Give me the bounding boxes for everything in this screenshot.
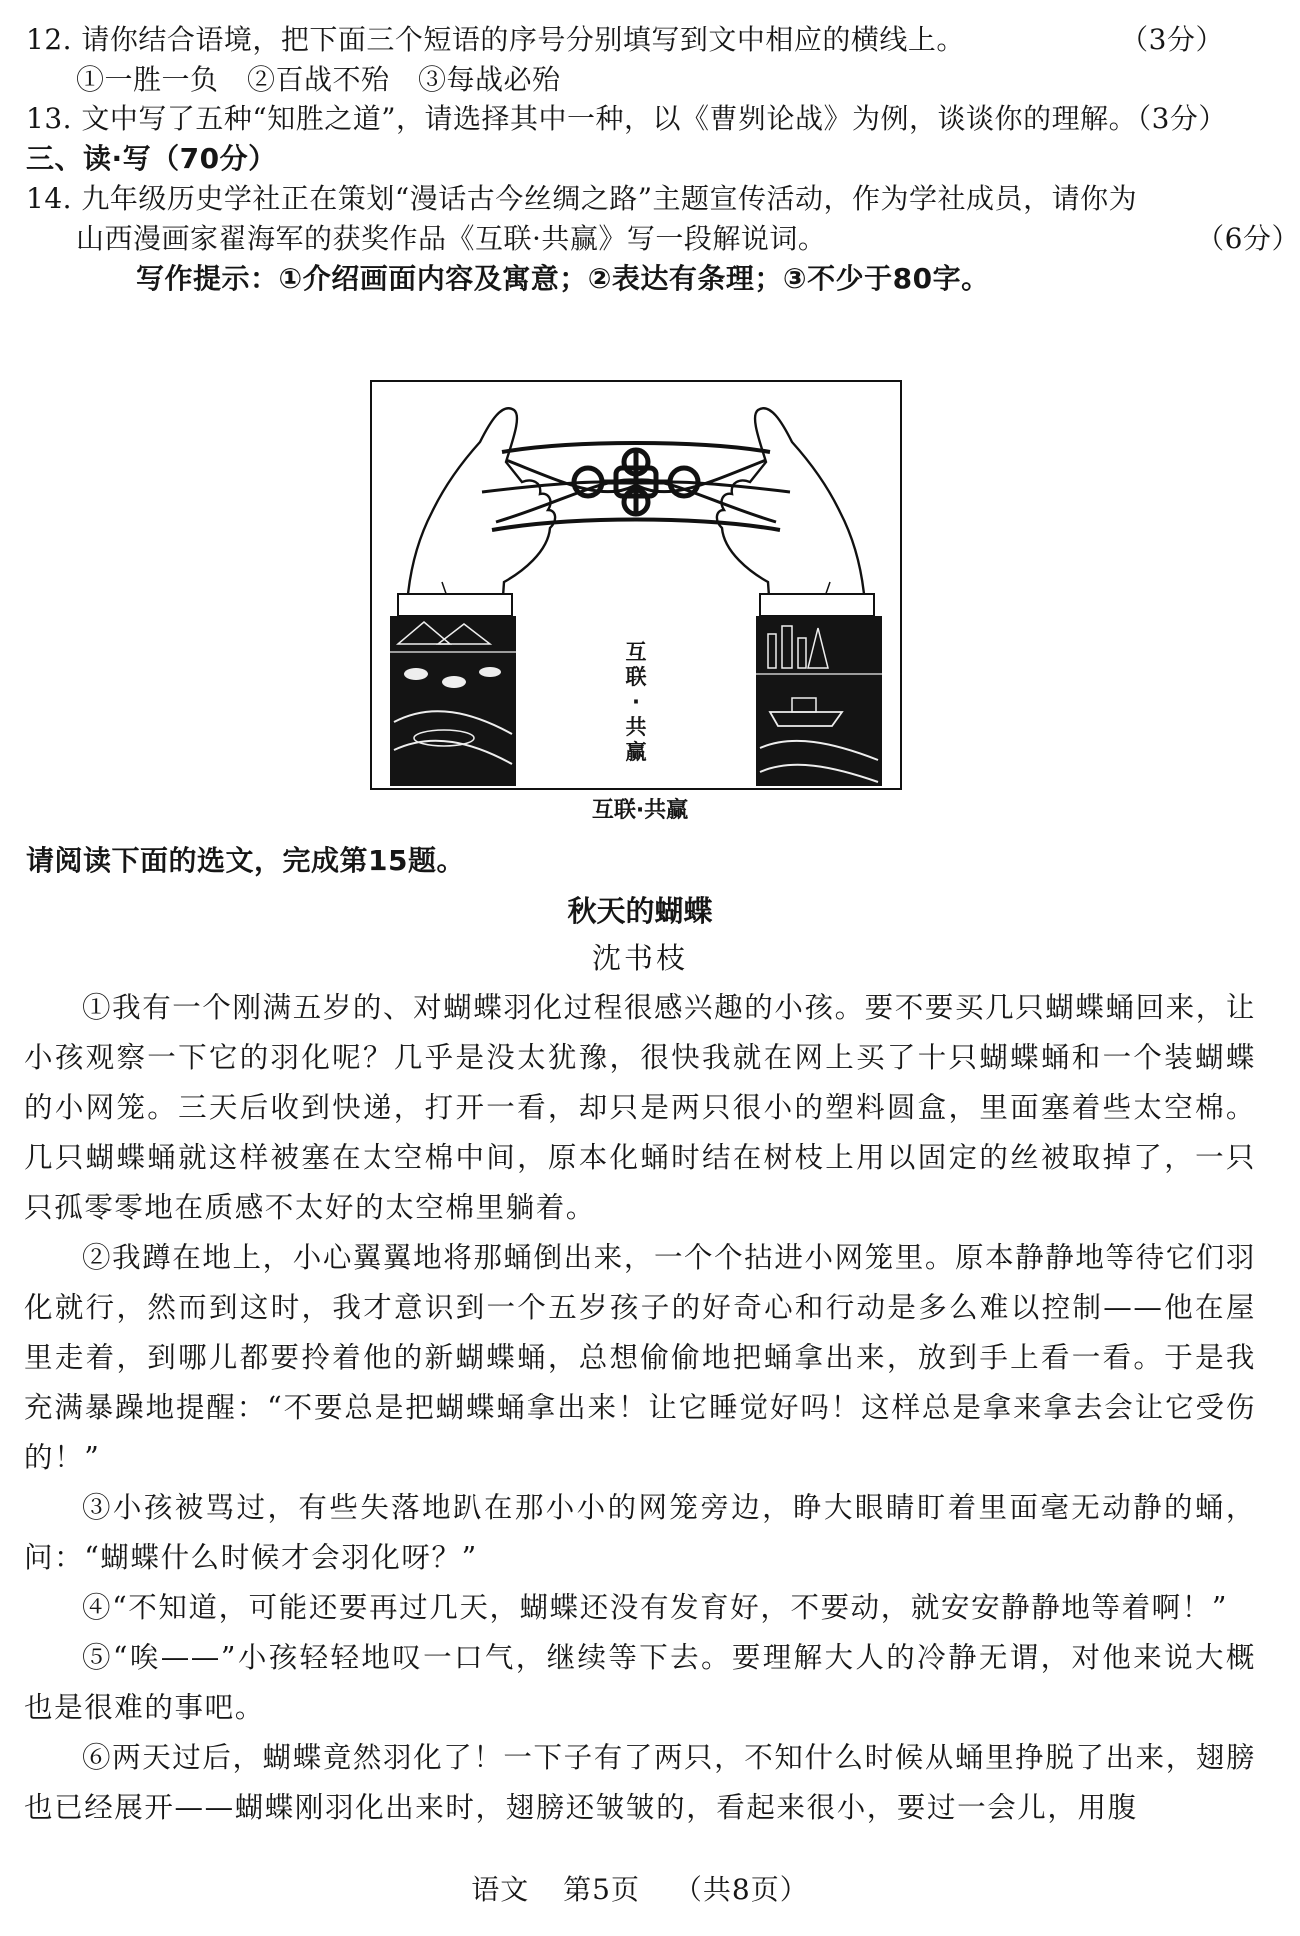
question-14-line2 [76,221,1300,257]
cartoon-char: · [632,690,640,714]
paragraph-4: ④“不知道，可能还要再过几天，蝴蝶还没有发育好，不要动，就安安静静地等着啊！” [82,1591,1229,1624]
question-12-text: 12. 请你结合语境，把下面三个短语的序号分别填写到文中相应的横线上。 [26,23,965,56]
paragraph-3: ③小孩被骂过，有些失落地趴在那小小的网笼旁边，睁大眼睛盯着里面毫无动静的蛹，问：“蝴蝶什么时候才会羽化呀？” [24,1491,1256,1574]
cartoon-char: 联 [625,665,647,689]
question-12-score: （3分） [1120,23,1224,56]
article-title: 秋天的蝴蝶 [567,894,713,928]
cartoon-char: 共 [625,715,647,739]
cartoon-illustration [370,380,902,790]
cartoon-caption: 互联·共赢 [591,798,689,823]
cartoon-char: 互 [625,640,647,664]
question-12 [26,22,1254,58]
footer-subject: 语文 [471,1873,530,1906]
left-sleeve [390,616,516,786]
question-14-line2-text: 山西漫画家翟海军的获奖作品《互联·共赢》写一段解说词。 [76,222,827,255]
cartoon-char: 赢 [625,740,647,764]
cartoon-vertical-text [618,640,654,765]
right-sleeve [756,616,882,786]
question-14-line1: 14. 九年级历史学社正在策划“漫话古今丝绸之路”主题宣传活动，作为学社成员，请你为 [26,182,1138,215]
page-footer [0,1872,1280,1908]
section-heading: 三、读·写（70分） [26,142,277,175]
question-13: 13. 文中写了五种“知胜之道”，请选择其中一种，以《曹刿论战》为例，谈谈你的理解。（3分） [26,102,1227,135]
paragraph-2: ②我蹲在地上，小心翼翼地将那蛹倒出来，一个个拈进小网笼里。原本静静地等待它们羽化就行，然而到这时，我才意识到一个五岁孩子的好奇心和行动是多么难以控制——他在屋里走着，到哪儿都要拎着他的新蝴蝶蛹，总想偷偷地把蛹拿出来，放到手上看一看。于是我充满暴躁地提醒：“不要总是把蝴蝶蛹拿出来！让它睡觉好吗！这样总是拿来拿去会让它受伤的！” [24,1241,1256,1474]
question-12-options: ①一胜一负 ②百战不殆 ③每战必殆 [76,63,561,96]
paragraph-1: ①我有一个刚满五岁的、对蝴蝶羽化过程很感兴趣的小孩。要不要买几只蝴蝶蛹回来，让小孩观察一下它的羽化呢？几乎是没太犹豫，很快我就在网上买了十只蝴蝶蛹和一个装蝴蝶的小网笼。三天后收到快递，打开一看，却只是两只很小的塑料圆盒，里面塞着些太空棉。几只蝴蝶蛹就这样被塞在太空棉中间，原本化蛹时结在树枝上用以固定的丝被取掉了，一只只孤零零地在质感不太好的太空棉里躺着。 [24,991,1256,1224]
paragraph-5: ⑤“唉——”小孩轻轻地叹一口气，继续等下去。要理解大人的冷静无谓，对他来说大概也是很难的事吧。 [24,1641,1256,1724]
footer-total-pages: （共8页） [673,1873,809,1906]
reading-instruction: 请阅读下面的选文，完成第15题。 [26,844,465,877]
paragraph-6: ⑥两天过后，蝴蝶竟然羽化了！一下子有了两只，不知什么时候从蛹里挣脱了出来，翅膀也已经展开——蝴蝶刚羽化出来时，翅膀还皱皱的，看起来很小，要过一会儿，用腹 [24,1741,1256,1824]
article-author: 沈书枝 [591,941,688,975]
writing-hint: 写作提示：①介绍画面内容及寓意；②表达有条理；③不少于80字。 [136,262,990,295]
question-14-score: （6分） [1196,222,1300,255]
footer-page-number: 第5页 [563,1873,640,1906]
